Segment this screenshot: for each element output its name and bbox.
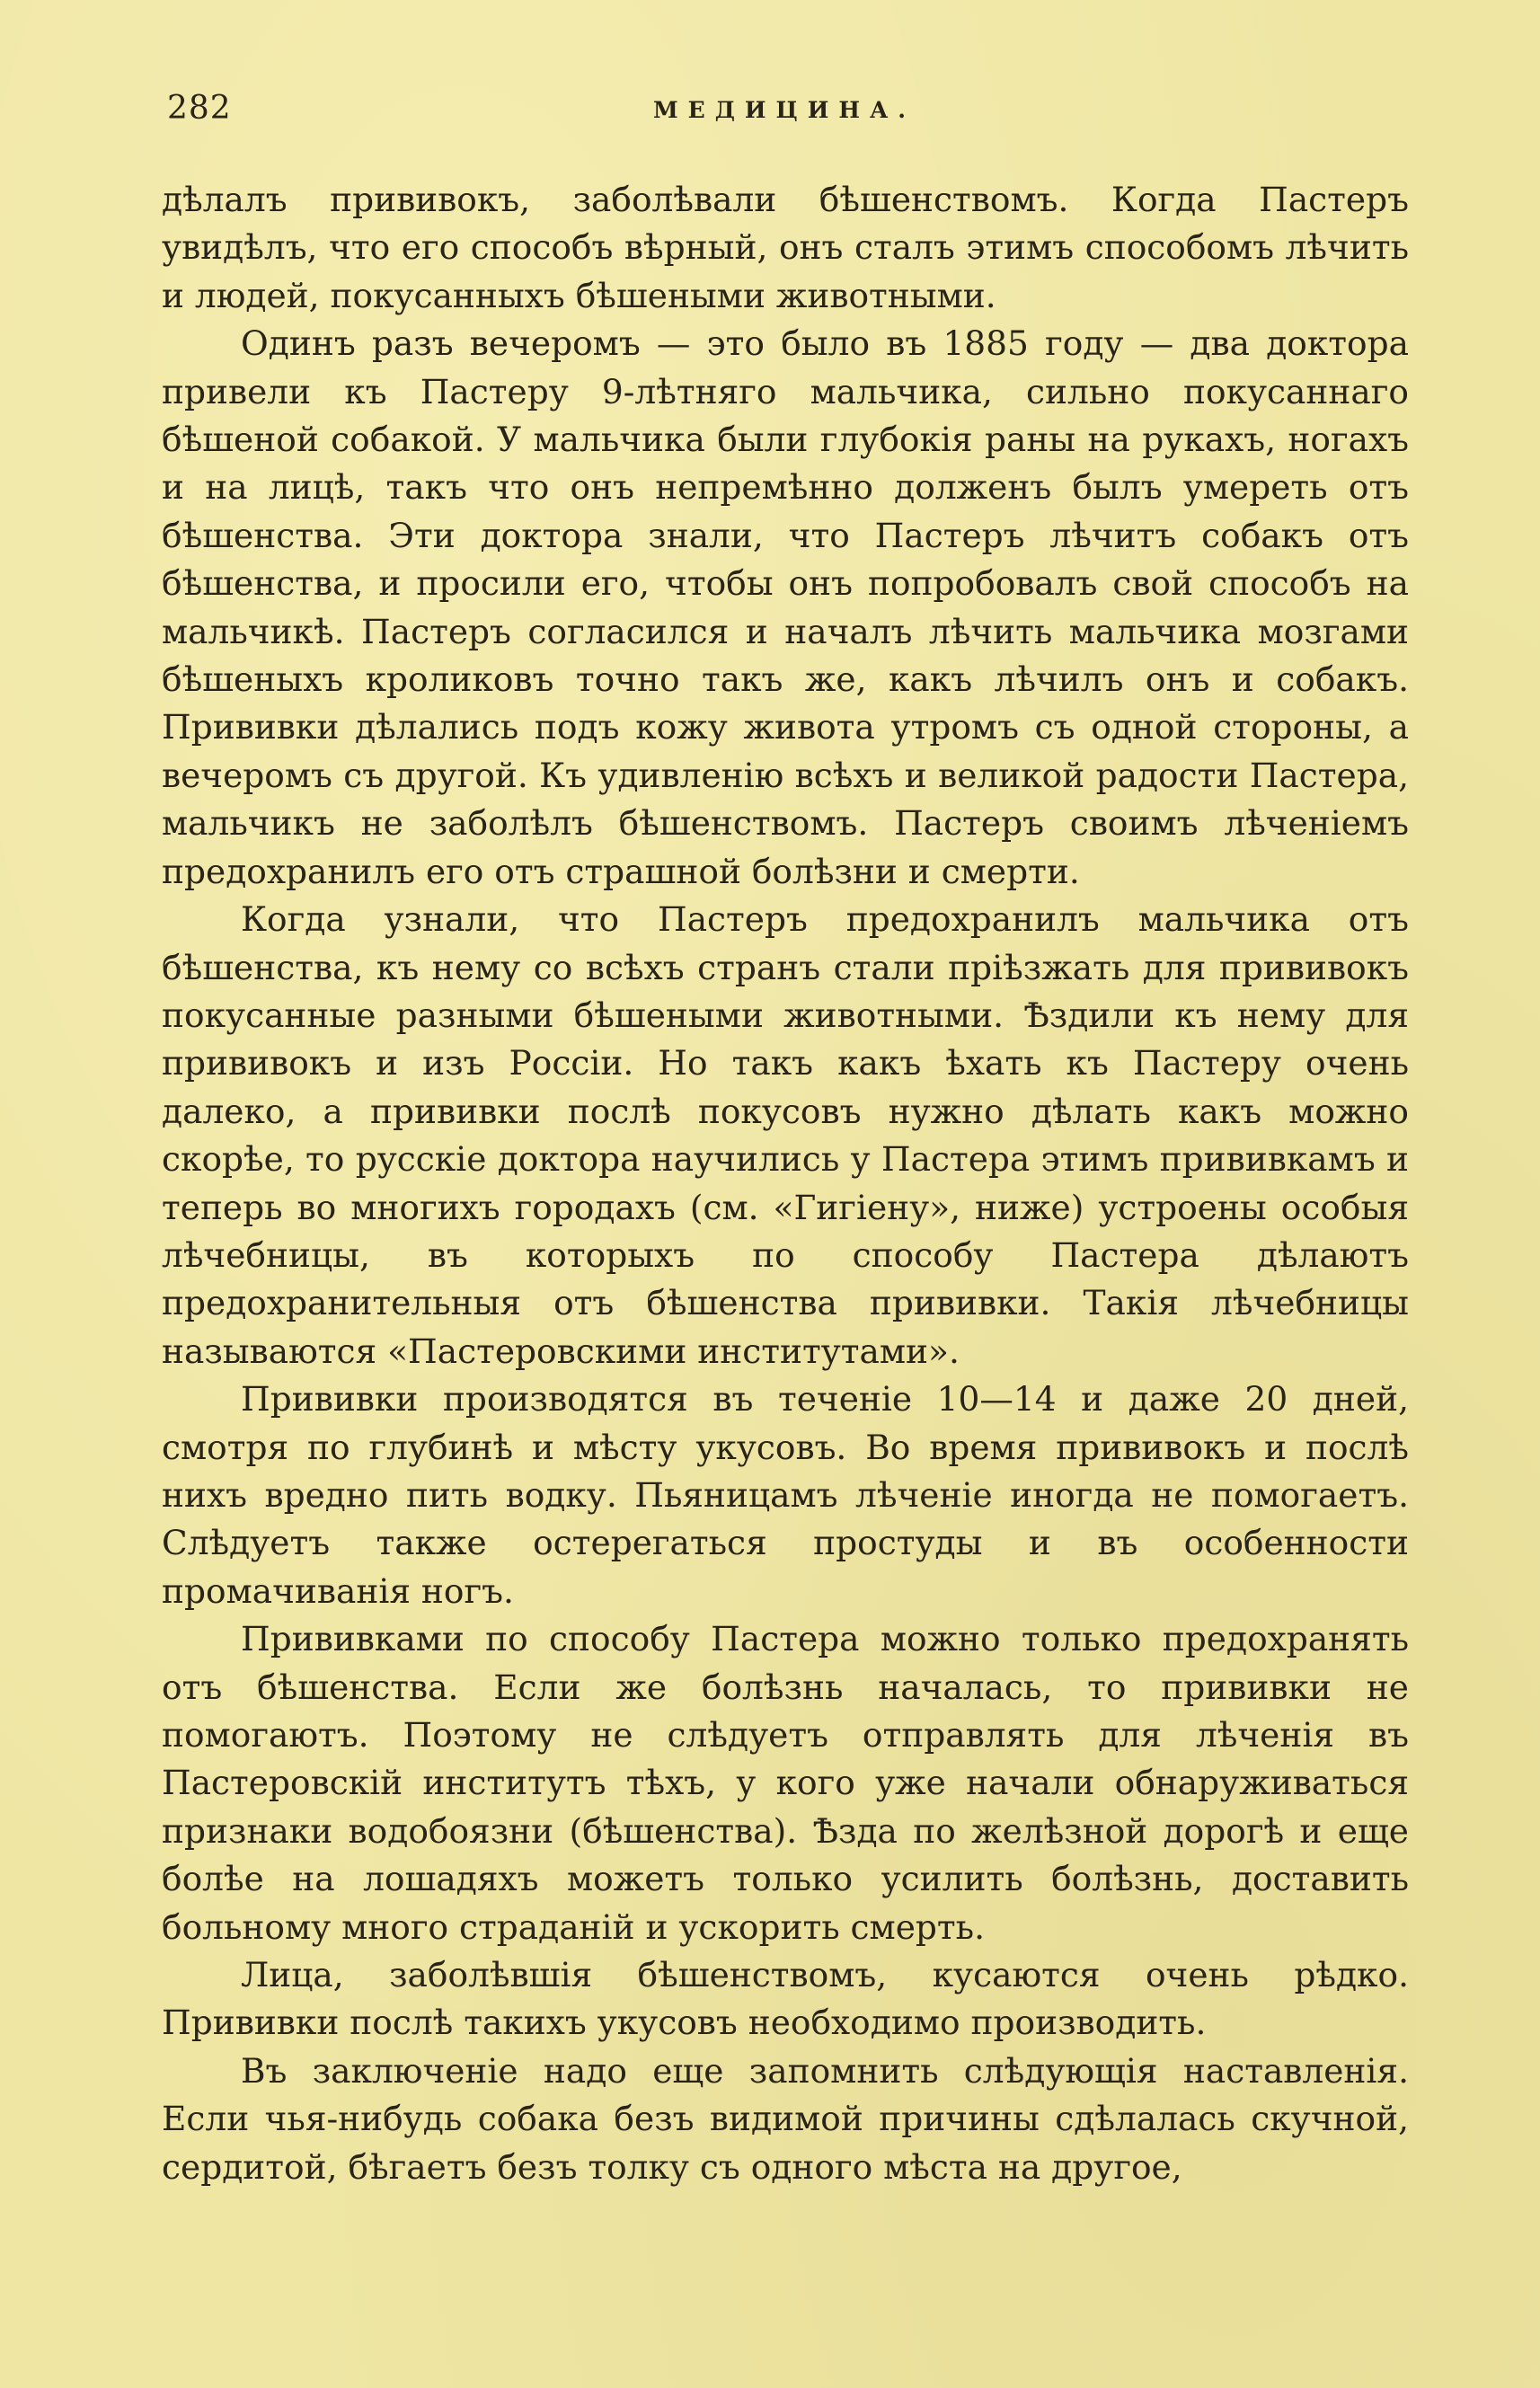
- paragraph: Лица, заболѣвшія бѣшенствомъ, кусаются очень рѣдко. Прививки послѣ такихъ укусовъ необходимо производить.: [162, 1955, 1409, 2043]
- paragraph: Когда узнали, что Пастеръ предохранилъ мальчика отъ бѣшенства, къ нему со всѣхъ странъ стали пріѣзжать для прививокъ покусанные разными бѣшеными животными. Ѣздили къ нему для прививокъ и изъ Россіи. Но такъ какъ ѣхать къ Пастеру очень далеко, а прививки послѣ покусовъ нужно дѣлать какъ можно скорѣе, то русскіе доктора научились у Пастера этимъ прививкамъ и теперь во многихъ городахъ (см. «Гигіену», ниже) устроены особыя лѣчебницы, въ которыхъ по способу Пастера дѣлаютъ предохранительныя отъ бѣшенства прививки. Такія лѣчебницы называются «Пастеровскими институтами».: [162, 899, 1409, 1371]
- page-number: 282: [167, 90, 232, 127]
- paragraph: Прививки производятся въ теченіе 10—14 и даже 20 дней, смотря по глубинѣ и мѣсту укусовъ. Во время прививокъ и послѣ нихъ вредно пить водку. Пьяницамъ лѣченіе иногда не помогаетъ. Слѣдуетъ также остерегаться простуды и въ особенности промачиванія ногъ.: [162, 1379, 1409, 1611]
- section-title: МЕДИЦИНА.: [652, 97, 916, 123]
- paragraph: Прививками по способу Пастера можно только предохранять отъ бѣшенства. Если же болѣзнь началась, то прививки не помогаютъ. Поэтому не слѣдуетъ отправлять для лѣченія въ Пастеровскій институтъ тѣхъ, у кого уже начали обнаруживаться признаки водобоязни (бѣшенства). Ѣзда по желѣзной дорогѣ и еще болѣе на лошадяхъ можетъ только усилить болѣзнь, доставить больному много страданій и ускорить смерть.: [162, 1619, 1409, 1947]
- paragraph-continued: дѣлалъ прививокъ, заболѣвали бѣшенствомъ. Когда Пастеръ увидѣлъ, что его способъ вѣрный, онъ сталъ этимъ способомъ лѣчить и людей, покусанныхъ бѣшеными животными.: [162, 180, 1409, 315]
- paragraph: Въ заключеніе надо еще запомнить слѣдующія наставленія. Если чья-нибудь собака безъ видимой причины сдѣлалась скучной, сердитой, бѣгаетъ безъ толку съ одного мѣста на другое,: [162, 2050, 1409, 2187]
- running-head: [167, 90, 1402, 135]
- paragraph: Одинъ разъ вечеромъ — это было въ 1885 году — два доктора привели къ Пастеру 9-лѣтняго мальчика, сильно покусаннаго бѣшеной собакой. У мальчика были глубокія раны на рукахъ, ногахъ и на лицѣ, такъ что онъ непремѣнно долженъ былъ умереть отъ бѣшенства. Эти доктора знали, что Пастеръ лѣчитъ собакъ отъ бѣшенства, и просили его, чтобы онъ попробовалъ свой способъ на мальчикѣ. Пастеръ согласился и началъ лѣчить мальчика мозгами бѣшеныхъ кроликовъ точно такъ же, какъ лѣчилъ онъ и собакъ. Прививки дѣлались подъ кожу живота утромъ съ одной стороны, а вечеромъ съ другой. Къ удивленію всѣхъ и великой радости Пастера, мальчикъ не заболѣлъ бѣшенствомъ. Пастеръ своимъ лѣченіемъ предохранилъ его отъ страшной болѣзни и смерти.: [162, 323, 1409, 891]
- body-text: [162, 176, 1409, 2191]
